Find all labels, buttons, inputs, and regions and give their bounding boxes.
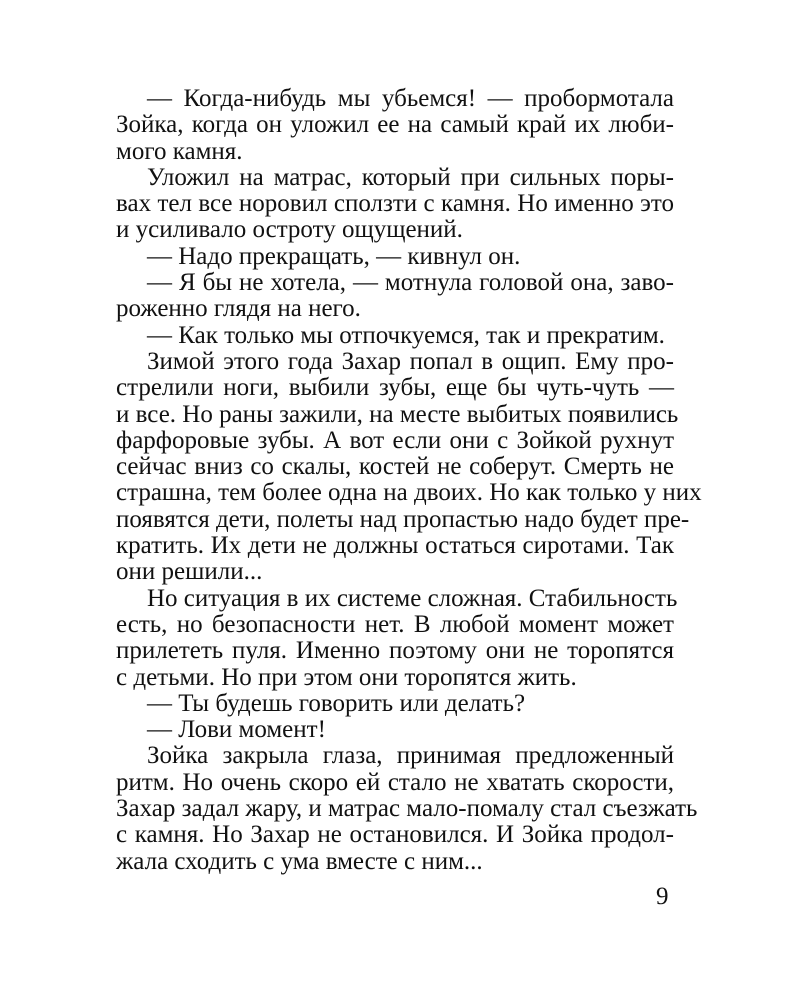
text-line: Захар задал жару, и матрас мало-помалу стал съезжать (116, 795, 698, 823)
text-line: с детьми. Но при этом они торопятся жить. (116, 663, 577, 691)
text-line: и усиливало остроту ощущений. (116, 216, 463, 244)
text-line: и все. Но раны зажили, на месте выбитых появились (116, 400, 679, 428)
text-line: Зимой этого года Захар попал в ощип. Ему про- (147, 347, 674, 375)
text-line: прилететь пуля. Именно поэтому они не торопятся (116, 637, 674, 665)
text-line: — Лови момент! (147, 716, 326, 744)
page-number: 9 (656, 883, 669, 910)
text-line: Зойка, когда он уложил ее на самый край их люби- (116, 111, 674, 139)
text-line: — Как только мы отпочкуемся, так и прекратим. (147, 321, 665, 349)
text-line: стрелили ноги, выбили зубы, еще бы чуть-чуть — (116, 374, 674, 402)
text-line: — Надо прекращать, — кивнул он. (147, 242, 521, 270)
text-line: ритм. Но очень скоро ей стало не хватать скорости, (116, 768, 674, 796)
text-line: роженно глядя на него. (116, 295, 361, 323)
body-text (116, 85, 702, 875)
text-line: Но ситуация в их системе сложная. Стабильность (147, 584, 678, 612)
text-line: есть, но безопасности нет. В любой момент может (116, 610, 674, 638)
text-line: Уложил на матрас, который при сильных поры- (147, 163, 674, 191)
text-line: с камня. Но Захар не остановился. И Зойка продол- (116, 821, 674, 849)
text-line: мого камня. (116, 137, 243, 165)
text-line: — Ты будешь говорить или делать? (147, 689, 526, 717)
text-line: кратить. Их дети не должны остаться сиротами. Так (116, 532, 674, 560)
text-line: вах тел все норовил сползти с камня. Но именно это (116, 190, 674, 218)
text-line: — Когда-нибудь мы убьемся! — пробормотала (147, 85, 674, 112)
text-line: появятся дети, полеты над пропастью надо будет пре- (116, 505, 690, 533)
text-line: фарфоровые зубы. А вот если они с Зойкой рухнут (116, 426, 674, 454)
text-line: они решили... (116, 558, 263, 586)
text-line: — Я бы не хотела, — мотнула головой она, заво- (147, 269, 674, 297)
text-line: сейчас вниз со скалы, костей не соберут. Смерть не (116, 453, 674, 481)
text-line: Зойка закрыла глаза, принимая предложенный (147, 742, 674, 770)
text-line: жала сходить с ума вместе с ним... (116, 847, 483, 875)
text-line: страшна, тем более одна на двоих. Но как только у них (116, 479, 702, 507)
